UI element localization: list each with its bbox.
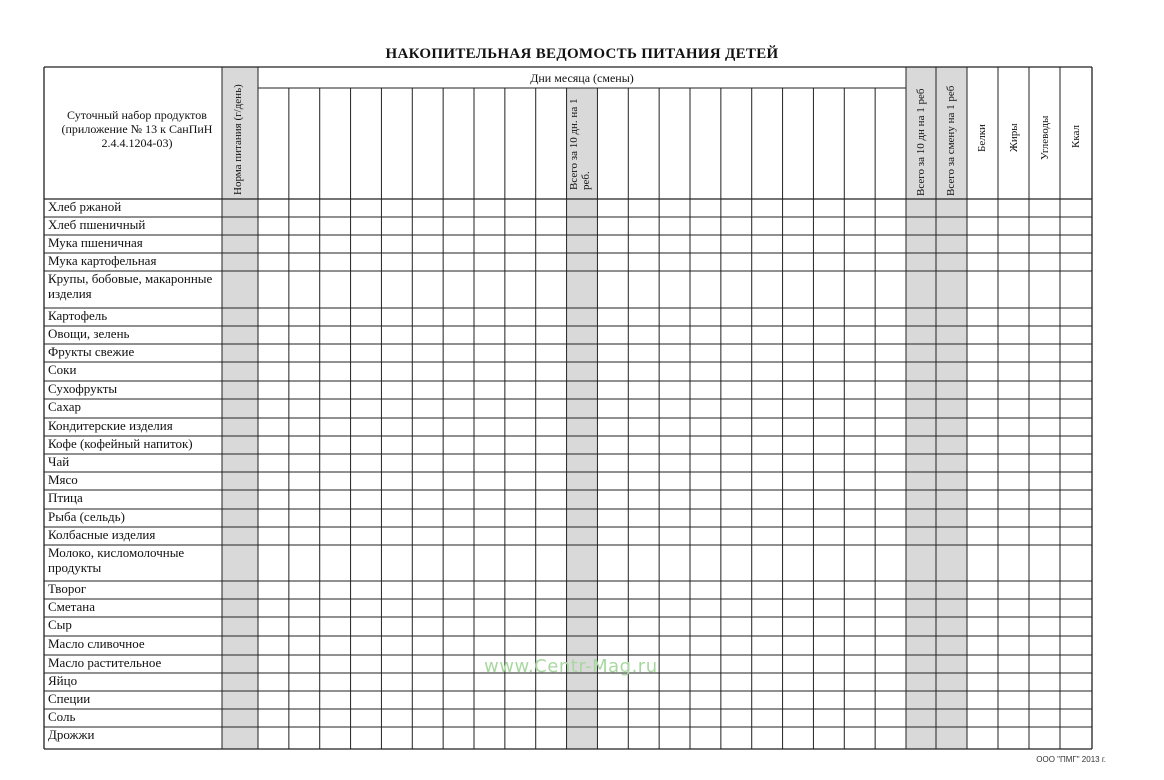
kcal-header: Ккал <box>1070 125 1082 148</box>
row-label: Специи <box>48 691 91 706</box>
row-label: Соки <box>48 362 77 377</box>
row-label: Овощи, зелень <box>48 326 130 341</box>
row-label: Масло сливочное <box>48 636 145 651</box>
row-label: Творог <box>48 581 87 596</box>
row-label: Фрукты свежие <box>48 344 135 359</box>
footer-note: ООО "ПМГ" 2013 г. <box>1036 755 1106 764</box>
row-label: Масло растительное <box>48 655 162 670</box>
row-label: Мука картофельная <box>48 253 157 268</box>
row-label: Мука пшеничная <box>48 235 143 250</box>
fat-header: Жиры <box>1008 123 1020 152</box>
protein-header: Белки <box>976 124 988 152</box>
row-label: Яйцо <box>48 673 78 688</box>
row-label: Птица <box>48 490 83 505</box>
row-label: Рыба (сельдь) <box>48 509 125 524</box>
row-label: Сыр <box>48 617 72 632</box>
row-label: Крупы, бобовые, макаронные изделия <box>48 271 213 301</box>
row-label: Хлеб пшеничный <box>48 217 146 232</box>
subtotal-header: Всего за 10 дн. на 1 реб. <box>568 98 592 190</box>
row-label: Сметана <box>48 599 96 614</box>
row-label: Сахар <box>48 399 82 414</box>
row-label: Мясо <box>48 472 78 487</box>
row-label: Сухофрукты <box>48 381 118 396</box>
row-label: Дрожжи <box>48 727 95 742</box>
watermark: www.Centr-Mag.ru <box>484 656 658 677</box>
norm-header: Норма питания (г/день) <box>232 84 244 195</box>
carbs-header: Углеводы <box>1039 115 1051 160</box>
row-label: Кофе (кофейный напиток) <box>48 436 193 451</box>
total10-header: Всего за 10 дн на 1 реб <box>915 88 927 196</box>
row-label: Чай <box>48 454 70 469</box>
document-title: НАКОПИТЕЛЬНАЯ ВЕДОМОСТЬ ПИТАНИЯ ДЕТЕЙ <box>385 46 779 62</box>
row-label: Картофель <box>48 308 108 323</box>
total-shift-header: Всего за смену на 1 реб <box>945 85 957 196</box>
row-label: Кондитерские изделия <box>48 418 173 433</box>
row-label: Хлеб ржаной <box>48 199 122 214</box>
row-label: Молоко, кисломолочные продукты <box>48 545 185 575</box>
days-header: Дни месяца (смены) <box>530 71 634 85</box>
row-label: Соль <box>48 709 76 724</box>
products-header: Суточный набор продуктов (приложение № 13 к СанПиН 2.4.4.1204-03) <box>61 108 213 150</box>
row-label: Колбасные изделия <box>48 527 156 542</box>
